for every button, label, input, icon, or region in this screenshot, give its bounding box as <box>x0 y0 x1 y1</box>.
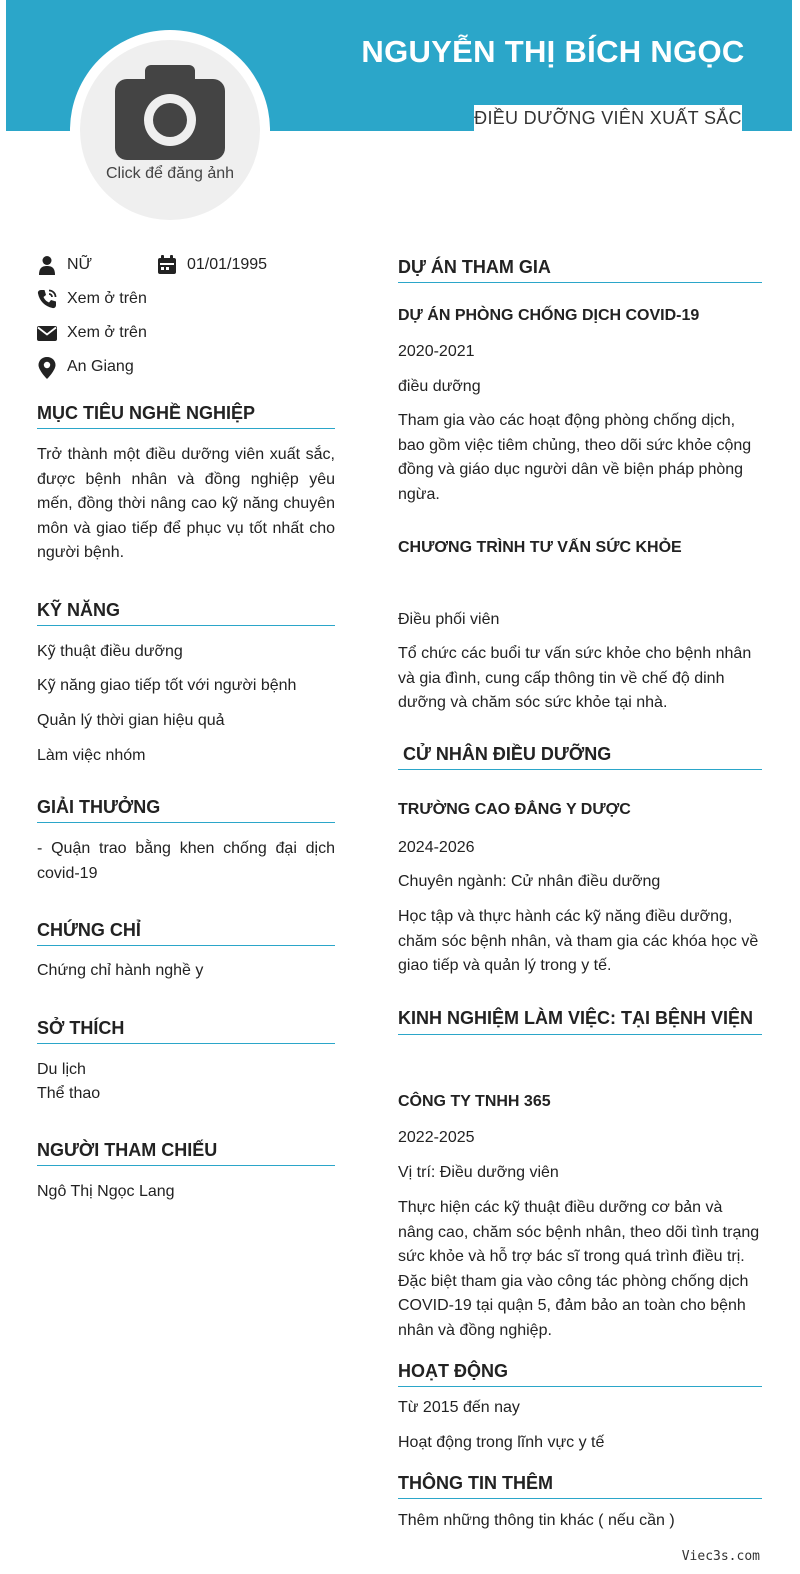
project-1-time: 2020-2021 <box>398 343 475 360</box>
hobbies-title: SỞ THÍCH <box>37 1015 335 1044</box>
experience-title: KINH NGHIỆM LÀM VIỆC: TẠI BỆNH VIỆN <box>398 1004 762 1035</box>
project-2-role: Điều phối viên <box>398 611 500 628</box>
gender-value: NỮ <box>67 256 93 273</box>
awards-title: GIẢI THƯỞNG <box>37 794 335 823</box>
certificates-text: Chứng chỉ hành nghề y <box>37 962 204 979</box>
education-time: 2024-2026 <box>398 839 475 856</box>
additional-title: THÔNG TIN THÊM <box>398 1470 762 1499</box>
project-1-role: điều dưỡng <box>398 378 481 395</box>
education-major: Chuyên ngành: Cử nhân điều dưỡng <box>398 873 661 890</box>
watermark: Viec3s.com <box>681 1549 760 1564</box>
skill-item: Làm việc nhóm <box>37 747 146 764</box>
project-1-name: DỰ ÁN PHÒNG CHỐNG DỊCH COVID-19 <box>398 307 700 324</box>
references-text: Ngô Thị Ngọc Lang <box>37 1183 175 1200</box>
project-2-desc: Tổ chức các buổi tư vấn sức khỏe cho bệnh nhân và gia đình, cung cấp thông tin về chế độ dinh dưỡng và chăm sóc sức khỏe tại nhà. <box>398 645 752 711</box>
hobby-item: Thể thao <box>37 1085 101 1102</box>
certificates-title: CHỨNG CHỈ <box>37 917 335 946</box>
education-desc: Học tập và thực hành các kỹ năng điều dưỡng, chăm sóc bệnh nhân, và tham gia các khóa học về giao tiếp và quản lý trong y tế. <box>398 908 759 974</box>
email-value: Xem ở trên <box>67 324 147 341</box>
mail-icon <box>37 323 57 343</box>
activities-time: Từ 2015 đến nay <box>398 1399 520 1416</box>
photo-caption: Click để đăng ảnh <box>105 165 235 182</box>
education-school: TRƯỜNG CAO ĐẲNG Y DƯỢC <box>398 801 631 818</box>
experience-time: 2022-2025 <box>398 1129 475 1146</box>
project-1-desc: Tham gia vào các hoạt động phòng chống dịch, bao gồm việc tiêm chủng, theo dõi sức khỏe cộng đồng và giáo dục người dân về biện pháp phòng ngừa. <box>398 412 752 503</box>
birthday-row <box>157 254 307 276</box>
calendar-icon <box>157 255 177 275</box>
birthday-value: 01/01/1995 <box>187 256 268 273</box>
address-value: An Giang <box>67 358 134 375</box>
email-row <box>37 322 237 344</box>
awards-text: - Quận trao bằng khen chống đại dịch covid-19 <box>37 840 335 882</box>
candidate-name: NGUYỄN THỊ BÍCH NGỌC <box>361 34 745 69</box>
skill-item: Quản lý thời gian hiệu quả <box>37 712 225 729</box>
location-pin-icon <box>37 357 57 379</box>
address-row <box>37 356 237 378</box>
skill-item: Kỹ thuật điều dưỡng <box>37 643 183 660</box>
skills-title: KỸ NĂNG <box>37 597 335 626</box>
skill-item: Kỹ năng giao tiếp tốt với người bệnh <box>37 677 297 694</box>
phone-row <box>37 288 237 310</box>
education-title: CỬ NHÂN ĐIỀU DƯỠNG <box>398 741 762 770</box>
phone-icon <box>37 289 57 309</box>
references-title: NGƯỜI THAM CHIẾU <box>37 1137 335 1166</box>
photo-upload[interactable] <box>80 40 260 220</box>
activities-title: HOẠT ĐỘNG <box>398 1358 762 1387</box>
experience-company: CÔNG TY TNHH 365 <box>398 1093 551 1110</box>
gender-row <box>37 254 147 276</box>
experience-position: Vị trí: Điều dưỡng viên <box>398 1164 559 1181</box>
job-title: ĐIỀU DƯỠNG VIÊN XUẤT SẮC <box>474 105 742 131</box>
objective-text: Trở thành một điều dưỡng viên xuất sắc, được bệnh nhân và đồng nghiệp yêu mến, đồng thời nâng cao kỹ năng chuyên môn và giao tiếp để phục vụ tốt nhất cho người bệnh. <box>37 446 335 561</box>
experience-desc: Thực hiện các kỹ thuật điều dưỡng cơ bản và nâng cao, chăm sóc bệnh nhân, theo dõi tình trạng sức khỏe và hỗ trợ bác sĩ trong quá trình điều trị. Đặc biệt tham gia vào công tác phòng chống dịch COVID-19 tại quận 5, đảm bảo an toàn cho bệnh nhân và đồng nghiệp. <box>398 1199 760 1339</box>
projects-title: DỰ ÁN THAM GIA <box>398 254 762 283</box>
person-icon <box>37 255 57 275</box>
hobby-item: Du lịch <box>37 1061 86 1078</box>
activities-desc: Hoạt động trong lĩnh vực y tế <box>398 1434 605 1451</box>
project-2-name: CHƯƠNG TRÌNH TƯ VẤN SỨC KHỎE <box>398 539 682 556</box>
additional-text: Thêm những thông tin khác ( nếu cần ) <box>398 1512 675 1529</box>
camera-icon <box>115 65 225 160</box>
objective-title: MỤC TIÊU NGHỀ NGHIỆP <box>37 400 335 429</box>
phone-value: Xem ở trên <box>67 290 147 307</box>
